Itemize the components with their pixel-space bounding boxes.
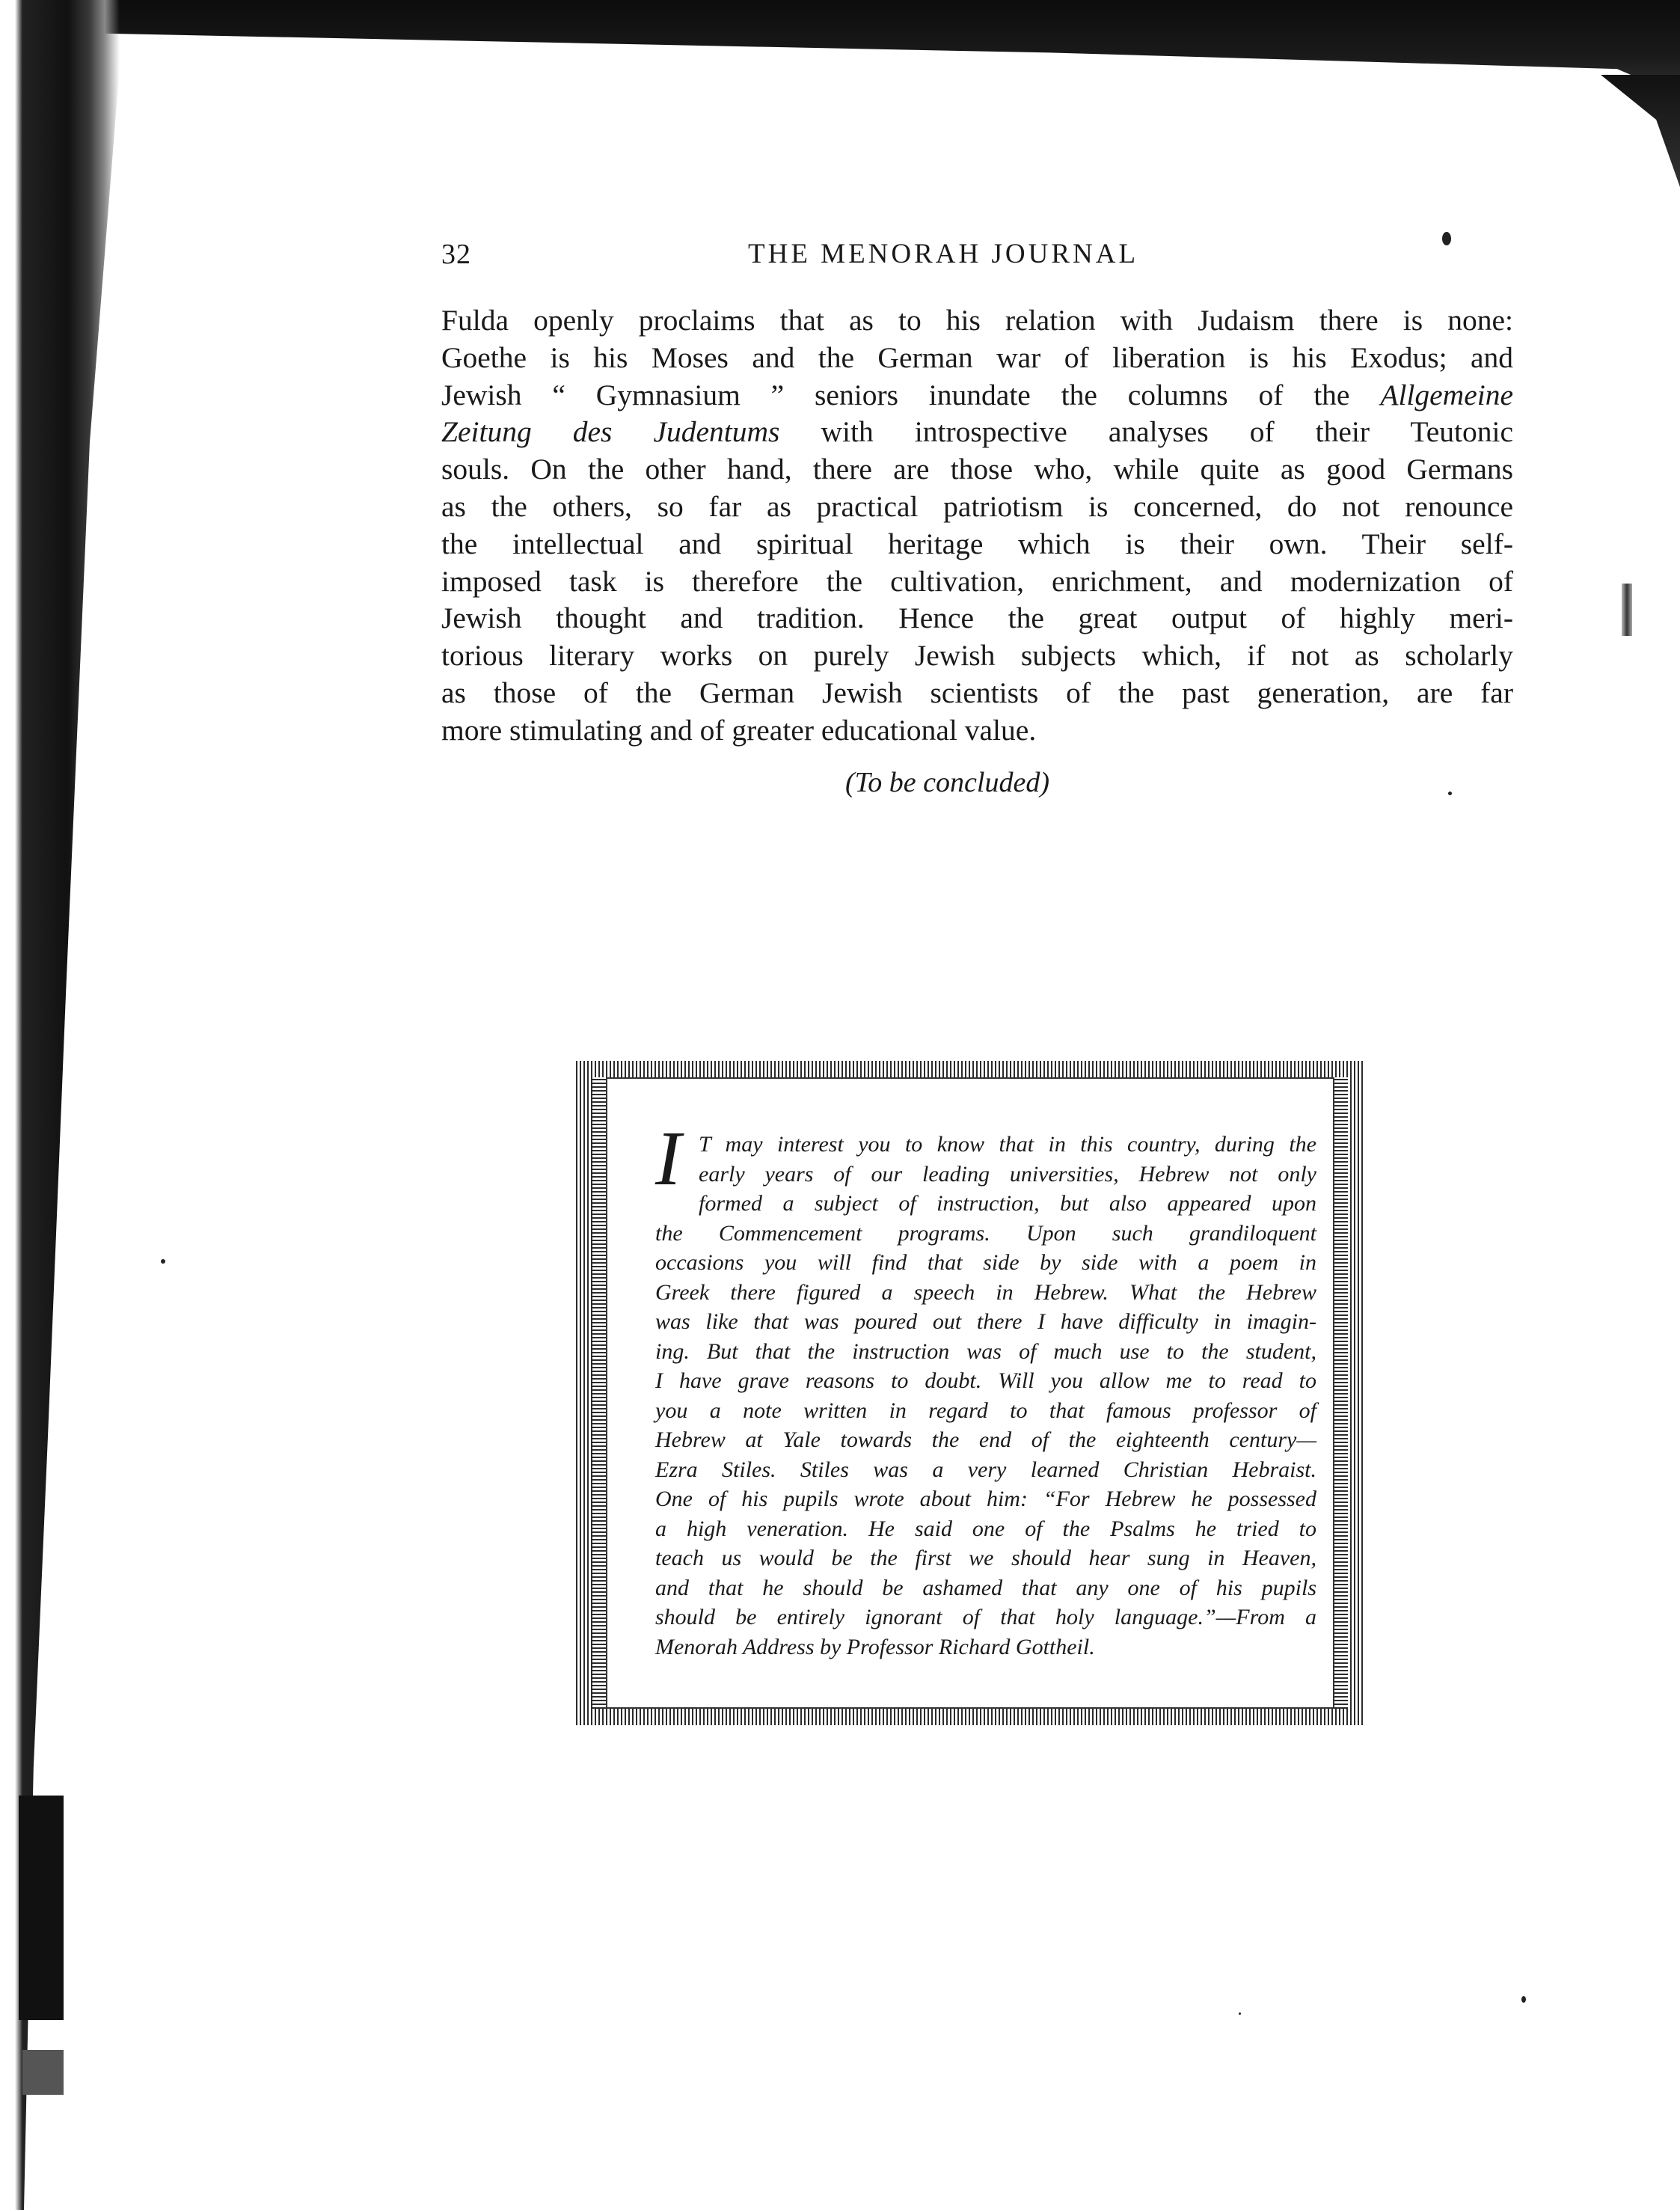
quote-line: Hebrew at Yale towards the end of the eighteenth century— [655, 1427, 1316, 1452]
scan-border-top [105, 0, 1680, 96]
quote-line: T may interest you to know that in this country, during the [699, 1132, 1316, 1157]
body-line: Jewish thought and tradition. Hence the great output of highly meri- [441, 602, 1513, 635]
running-head: THE MENORAH JOURNAL [748, 239, 1139, 269]
body-line: more stimulating and of greater educational value. [441, 713, 1037, 747]
quote-line: you a note written in regard to that famous professor of [655, 1398, 1316, 1423]
quote-text [655, 1115, 1316, 1662]
body-line: as those of the German Jewish scientists of the past generation, are far [441, 676, 1513, 709]
body-line-text: with introspective analyses of their Teutonic [821, 415, 1514, 449]
quote-line: was like that was poured out there I have difficulty in imagin- [655, 1309, 1316, 1334]
body-line: as the others, so far as practical patriotism is concerned, do not renounce [441, 489, 1513, 523]
quote-line: the Commencement programs. Upon such grandiloquent [655, 1220, 1316, 1246]
body-line [441, 414, 1513, 451]
drop-cap: I [655, 1115, 681, 1202]
continuation-note: (To be concluded) [845, 767, 1049, 798]
body-line: imposed task is therefore the cultivation, enrichment, and modernization of [441, 564, 1513, 598]
scan-speck [1239, 2012, 1241, 2015]
quote-line: should be entirely ignorant of that holy language.”—From a [655, 1605, 1316, 1629]
quote-line: Ezra Stiles. Stiles was a very learned Christian Hebraist. [655, 1457, 1316, 1482]
quote-box-panel [606, 1077, 1334, 1709]
scan-speck [1448, 792, 1452, 795]
quote-line: One of his pupils wrote about him: “For Hebrew he possessed [655, 1487, 1316, 1511]
quote-line: and that he should be ashamed that any one of his pupils [655, 1575, 1316, 1600]
scan-mark-right [1622, 584, 1632, 636]
body-line: the intellectual and spiritual heritage which is their own. Their self- [441, 527, 1513, 560]
scan-speck [161, 1259, 165, 1264]
body-line: torious literary works on purely Jewish subjects which, if not as scholarly [441, 639, 1513, 673]
body-line: Fulda openly proclaims that as to his relation with Judaism there is none: [441, 304, 1513, 337]
scan-speck [1521, 1996, 1526, 2003]
quote-line: occasions you will find that side by side with a poem in [655, 1250, 1316, 1275]
quote-line: Menorah Address by Professor Richard Gottheil. [655, 1634, 1095, 1659]
quote-line: I have grave reasons to doubt. Will you allow me to read to [655, 1368, 1316, 1393]
body-line-text: Jewish “ Gymnasium ” seniors inundate the columns of the [441, 378, 1350, 411]
quote-line: Greek there figured a speech in Hebrew. What the Hebrew [655, 1279, 1316, 1305]
body-paragraph [441, 302, 1513, 750]
scan-shadow-block [22, 2050, 64, 2095]
body-line [441, 377, 1513, 414]
quote-box [576, 1061, 1364, 1725]
quote-line: a high veneration. He said one of the Psalms he tried to [655, 1516, 1316, 1541]
quote-line: ing. But that the instruction was of much use to the student, [655, 1338, 1316, 1364]
body-line: souls. On the other hand, there are those who, while quite as good Germans [441, 453, 1513, 486]
scan-speck [1442, 232, 1451, 245]
page-number: 32 [441, 239, 471, 270]
scan-border-corner [1601, 75, 1680, 187]
scan-shadow-block [19, 1796, 64, 2020]
italic-title: Allgemeine [1380, 378, 1513, 411]
italic-title: Zeitung des Judentums [441, 415, 780, 449]
quote-line: teach us would be the first we should hear sung in Heaven, [655, 1546, 1316, 1570]
quote-line: formed a subject of instruction, but also appeared upon [699, 1191, 1316, 1216]
body-line: Goethe is his Moses and the German war of liberation is his Exodus; and [441, 340, 1513, 374]
quote-box-frame [592, 1077, 1348, 1709]
quote-line: early years of our leading universities, Hebrew not only [699, 1161, 1316, 1187]
